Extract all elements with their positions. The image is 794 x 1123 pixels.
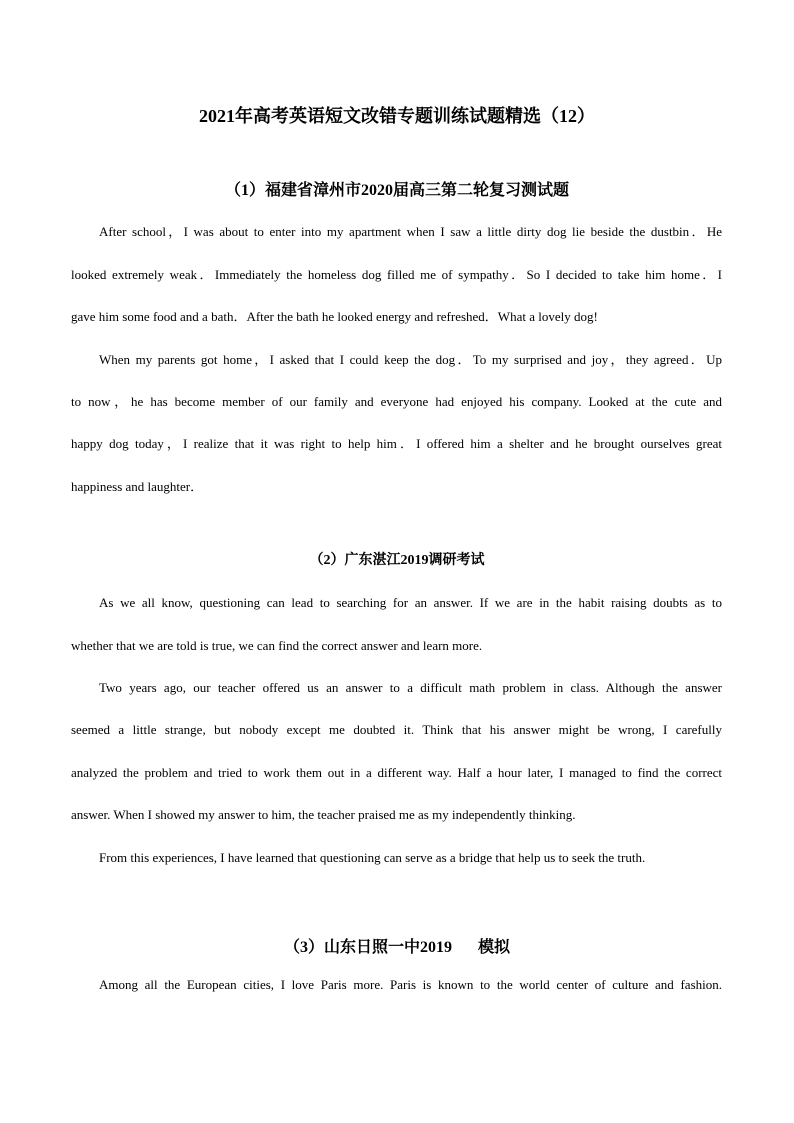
section-3-heading-source: （3）山东日照一中2019 [283,939,452,956]
section-2-line-5: analyzed the problem and tried to work them out in a different way. Half a hour later, I managed to find the correct [71,765,722,780]
section-2-line-3: Two years ago, our teacher offered us an answer to a difficult math problem in class. Although the answer [99,680,722,695]
section-2-line-2: whether that we are told is true, we can find the correct answer and learn more. [71,638,483,653]
section-1-line-4: When my parents got home，I asked that I could keep the dog．To my surprised and joy，they agreed．Up [99,352,722,367]
section-2-line-4: seemed a little strange, but nobody except me doubted it. Think that his answer might be wrong, I carefully [71,722,722,737]
section-3-heading-type: 模拟 [478,939,511,956]
section-3-heading [0,937,794,959]
section-1-line-2: looked extremely weak．Immediately the homeless dog filled me of sympathy．So I decided to take him home．I [71,267,722,282]
section-2-heading: （2）广东湛江2019调研考试 [309,553,485,568]
section-1-line-5: to now，he has become member of our family and everyone had enjoyed his company. Looked at the cute and [71,394,722,409]
section-3-line-1: Among all the European cities, I love Paris more. Paris is known to the world center of culture and fashion. [99,977,722,992]
section-1-heading: （1）福建省漳州市2020届高三第二轮复习测试题 [224,182,569,199]
section-1-line-6: happy dog today，I realize that it was right to help him．I offered him a shelter and he brought ourselves great [71,436,722,451]
document-title: 2021年高考英语短文改错专题训练试题精选（12） [199,106,595,126]
section-1-line-1: After school，I was about to enter into my apartment when I saw a little dirty dog lie beside the dustbin．He [99,224,722,239]
section-1-line-7: happiness and laughter． [71,479,204,494]
section-2-line-6: answer. When I showed my answer to him, the teacher praised me as my independently thinking. [71,807,576,822]
section-1-line-3: gave him some food and a bath．After the bath he looked energy and refreshed．What a lovely dog! [71,309,598,324]
section-2-line-1: As we all know, questioning can lead to searching for an answer. If we are in the habit raising doubts as to [99,595,722,610]
section-2-line-7: From this experiences, I have learned that questioning can serve as a bridge that help us to seek the truth. [99,850,646,865]
